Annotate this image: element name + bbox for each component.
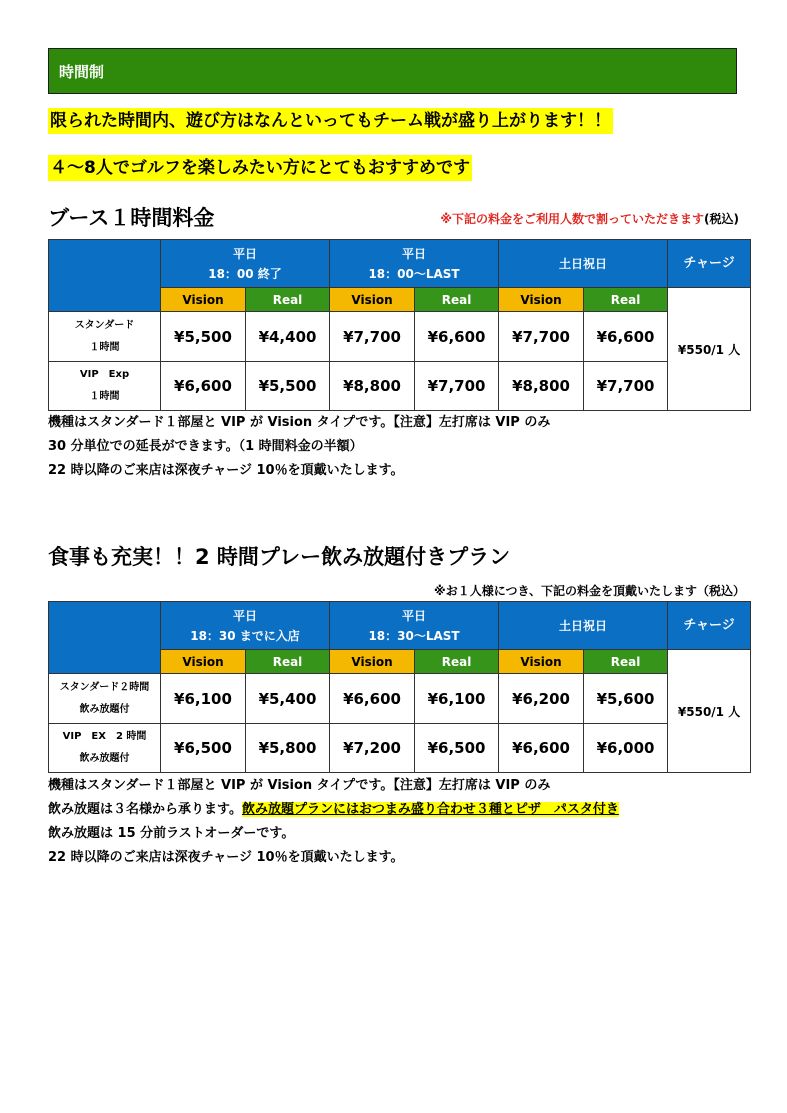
price-cell: ¥6,600 [161,362,246,411]
row-label-line2: １時間 [89,341,120,353]
group-line2: 18：30 までに入店 [190,628,300,643]
group-header-weekend [499,602,668,650]
row-label [49,312,161,362]
charge-header: チャージ [668,602,751,650]
price-cell: ¥7,700 [584,362,668,411]
price-cell: ¥6,500 [161,724,246,773]
section2-note-line: 飲み放題は 15 分前ラストオーダーです。 [48,826,295,841]
row-label-line1: VIP Exp [79,369,130,380]
group-header-weekend [499,240,668,288]
drink-plan-price-table [48,601,751,773]
price-cell: ¥7,700 [330,312,415,362]
section2-note-line: 機種はスタンダード１部屋と VIP が Vision タイプです。【注意】左打席は VIP のみ [48,778,551,793]
note-highlight: 飲み放題プランにはおつまみ盛り合わせ３種とピザ パスタ付き [241,802,619,817]
price-cell: ¥7,700 [415,362,499,411]
price-cell: ¥6,600 [499,724,584,773]
row-label [49,362,161,411]
table-row [49,362,751,411]
group-line1: 土日祝日 [559,618,608,633]
highlight-line-1: 限られた時間内、遊び方はなんといってもチーム戦が盛り上がります！！ [48,108,613,134]
row-label-line1: スタンダード [74,319,135,331]
row-label-line2: １時間 [89,391,120,402]
highlight-line-2: ４～8人でゴルフを楽しみたい方にとてもおすすめです [48,155,472,181]
section1-note-tax: (税込) [704,212,739,226]
type-vision: Vision [161,650,246,674]
price-cell: ¥4,400 [246,312,330,362]
section2-note-line: 22 時以降のご来店は深夜チャージ 10％を頂戴いたします。 [48,850,404,865]
section1-note-line: 22 時以降のご来店は深夜チャージ 10％を頂戴いたします。 [48,463,404,478]
table-row [49,724,751,773]
price-cell: ¥6,200 [499,674,584,724]
price-cell: ¥7,200 [330,724,415,773]
group-line1: 平日 [402,246,427,261]
section-banner [48,48,737,94]
price-cell: ¥5,800 [246,724,330,773]
table-row [49,312,751,362]
group-line2: 18：00 終了 [208,266,282,281]
type-real: Real [246,288,330,312]
price-cell: ¥5,400 [246,674,330,724]
section2-heading: 食事も充実！！2 時間プレー飲み放題付きプラン [48,545,511,569]
group-line1: 平日 [402,608,427,623]
type-real: Real [415,650,499,674]
type-vision: Vision [499,650,584,674]
price-cell: ¥5,600 [584,674,668,724]
note-plain: 飲み放題は３名様から承ります。 [48,802,242,817]
section2-note: ※お１人様につき、下記の料金を頂戴いたします（税込） [434,584,745,598]
type-real: Real [415,288,499,312]
price-cell: ¥6,500 [415,724,499,773]
group-line1: 土日祝日 [559,256,608,271]
group-header-weekday-early [161,602,330,650]
corner-cell [49,602,161,674]
price-cell: ¥6,600 [330,674,415,724]
type-real: Real [584,288,668,312]
section2-note-line [48,798,619,822]
group-header-weekday-early [161,240,330,288]
charge-value: ¥550/1 人 [668,650,751,773]
group-line2: 18：30～LAST [368,628,460,643]
section1-note-line: 機種はスタンダード１部屋と VIP が Vision タイプです。【注意】左打席は VIP のみ [48,415,551,430]
price-cell: ¥6,000 [584,724,668,773]
row-label-line2: 飲み放題付 [79,703,130,715]
type-vision: Vision [330,288,415,312]
group-line1: 平日 [233,246,258,261]
type-real: Real [246,650,330,674]
section1-note-line: 30 分単位での延長ができます。（1 時間料金の半額） [48,439,363,454]
charge-value: ¥550/1 人 [668,288,751,411]
row-label [49,674,161,724]
price-cell: ¥6,600 [584,312,668,362]
price-cell: ¥6,100 [415,674,499,724]
row-label-line1: スタンダード２時間 [59,681,150,693]
group-line1: 平日 [233,608,258,623]
row-label [49,724,161,773]
price-cell: ¥8,800 [330,362,415,411]
section1-note [440,210,739,227]
type-vision: Vision [330,650,415,674]
row-label-line1: VIP EX 2 時間 [62,731,147,742]
price-cell: ¥8,800 [499,362,584,411]
group-header-weekday-late [330,240,499,288]
group-line2: 18：00～LAST [368,266,460,281]
price-cell: ¥5,500 [161,312,246,362]
corner-cell [49,240,161,312]
banner-title: 時間制 [59,62,105,81]
type-vision: Vision [161,288,246,312]
type-vision: Vision [499,288,584,312]
price-cell: ¥5,500 [246,362,330,411]
section1-heading: ブース１時間料金 [48,206,215,230]
group-header-weekday-late [330,602,499,650]
price-cell: ¥7,700 [499,312,584,362]
type-real: Real [584,650,668,674]
section1-note-text: ※下記の料金をご利用人数で割っていただきます [440,212,705,226]
booth-price-table [48,239,751,411]
price-cell: ¥6,100 [161,674,246,724]
row-label-line2: 飲み放題付 [79,753,130,764]
table-row [49,674,751,724]
charge-header: チャージ [668,240,751,288]
price-cell: ¥6,600 [415,312,499,362]
